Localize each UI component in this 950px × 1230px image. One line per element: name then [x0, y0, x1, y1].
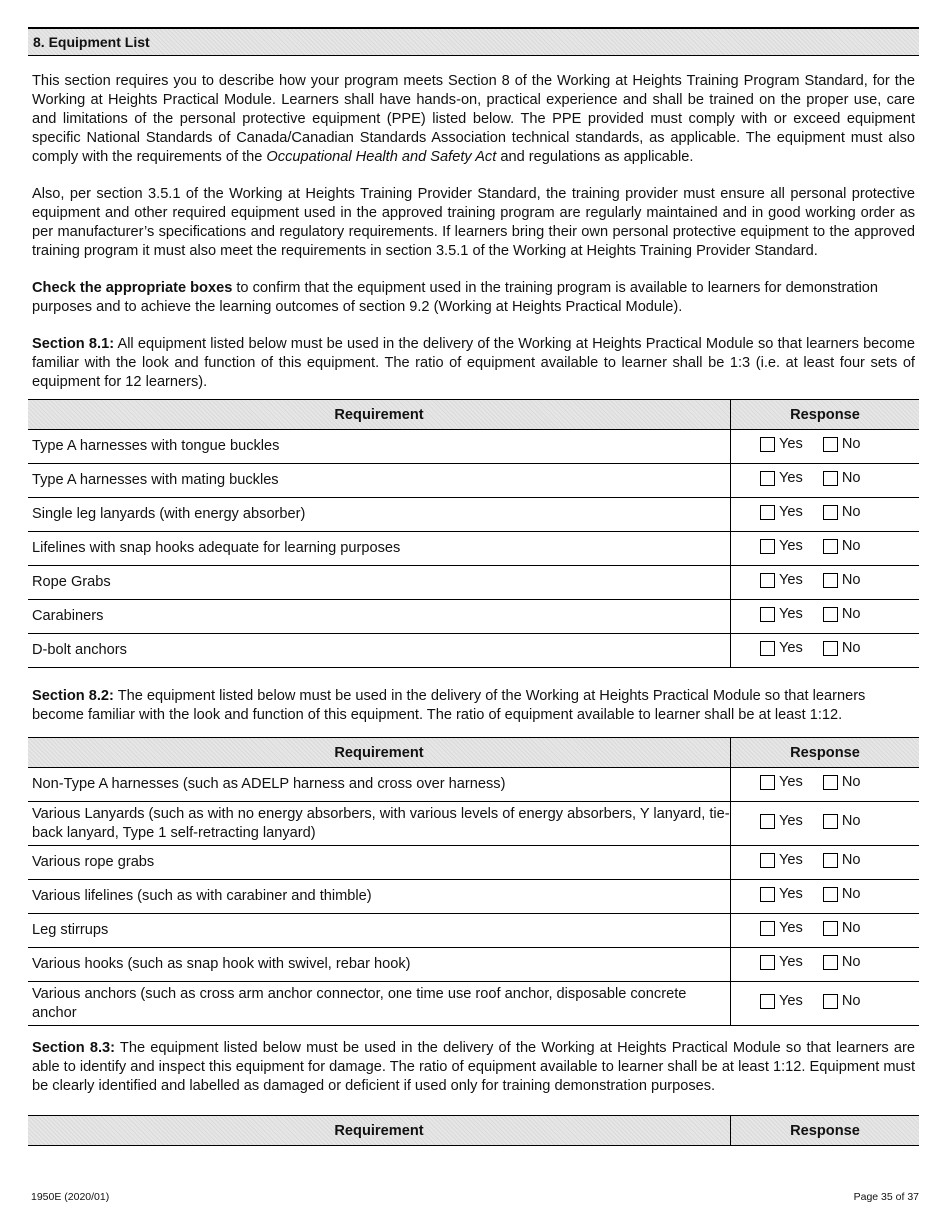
yes-label: Yes: [779, 954, 803, 970]
section-8-1-description: Section 8.1: All equipment listed below must be used in the delivery of the Working at Heights Practical Module so that learners become familiar with the look and function of this equipment. The ratio of equipment available to learner shall be 1:3 (i.e. at least four sets of equipment for 12 learners).: [32, 336, 915, 390]
no-option[interactable]: [823, 953, 861, 972]
yes-option[interactable]: [760, 435, 803, 454]
requirement-cell: Lifelines with snap hooks adequate for learning purposes: [28, 532, 731, 566]
yes-option[interactable]: [760, 885, 803, 904]
response-header: Response: [731, 400, 920, 430]
table-row: [28, 948, 919, 982]
section-8-1-rows: [28, 430, 919, 668]
requirement-cell: Various hooks (such as snap hook with swivel, rebar hook): [28, 948, 731, 982]
yes-label: Yes: [779, 640, 803, 656]
requirement-cell: Non-Type A harnesses (such as ADELP harness and cross over harness): [28, 768, 731, 802]
response-cell: [731, 948, 920, 982]
intro-paragraph-1: This section requires you to describe how your program meets Section 8 of the Working at Heights Training Program Standard, for the Working at Heights Practical Module. Learners shall have hands-on, practical experience and shall be trained on the proper use, care and limitations of the personal protective equipment (PPE) listed below. The PPE provided must comply with or exceed equipment specific National Standards of Canada/Canadian Standards Association technical standards, as applicable. The equipment must also comply with the requirements of the Occupational Health and Safety Act and regulations as applicable.: [32, 73, 915, 165]
requirement-cell: Carabiners: [28, 600, 731, 634]
no-option[interactable]: [823, 773, 861, 792]
response-cell: [731, 982, 920, 1026]
table-row: [28, 802, 919, 846]
response-cell: [731, 634, 920, 668]
no-label: No: [841, 504, 861, 520]
requirement-header: Requirement: [28, 738, 731, 768]
yes-label: Yes: [779, 436, 803, 452]
table-row: [28, 914, 919, 948]
response-cell: [731, 880, 920, 914]
yes-label: Yes: [779, 606, 803, 622]
requirement-cell: Various rope grabs: [28, 846, 731, 880]
form-page: [28, 27, 919, 1146]
table-row: [28, 498, 919, 532]
requirement-cell: Type A harnesses with mating buckles: [28, 464, 731, 498]
no-option[interactable]: [823, 537, 861, 556]
no-checkbox[interactable]: [823, 641, 838, 656]
no-checkbox[interactable]: [823, 994, 838, 1009]
no-checkbox[interactable]: [823, 573, 838, 588]
no-label: No: [841, 993, 861, 1009]
yes-checkbox[interactable]: [760, 994, 775, 1009]
section-8-2-description: Section 8.2: The equipment listed below must be used in the delivery of the Working at Heights Practical Module so that learners become familiar with the look and function of this equipment. The ratio of equipment available to learner shall be at least 1:12.: [32, 688, 866, 723]
no-checkbox[interactable]: [823, 471, 838, 486]
response-header: Response: [731, 738, 920, 768]
table-row: [28, 430, 919, 464]
no-option[interactable]: [823, 469, 861, 488]
no-option[interactable]: [823, 851, 861, 870]
yes-label: Yes: [779, 852, 803, 868]
no-option[interactable]: [823, 503, 861, 522]
no-label: No: [841, 813, 861, 829]
no-option[interactable]: [823, 605, 861, 624]
no-option[interactable]: [823, 571, 861, 590]
no-checkbox[interactable]: [823, 955, 838, 970]
yes-option[interactable]: [760, 469, 803, 488]
section-8-3-table: [28, 1115, 919, 1146]
response-cell: [731, 846, 920, 880]
yes-checkbox[interactable]: [760, 921, 775, 936]
no-label: No: [841, 538, 861, 554]
page-number: Page 35 of 37: [853, 1191, 919, 1203]
requirement-cell: Various anchors (such as cross arm anchor connector, one time use roof anchor, disposable concrete anchor: [28, 982, 731, 1026]
yes-checkbox[interactable]: [760, 641, 775, 656]
table-row: [28, 532, 919, 566]
yes-checkbox[interactable]: [760, 539, 775, 554]
response-cell: [731, 464, 920, 498]
yes-checkbox[interactable]: [760, 471, 775, 486]
response-cell: [731, 532, 920, 566]
yes-checkbox[interactable]: [760, 955, 775, 970]
no-label: No: [841, 640, 861, 656]
no-label: No: [841, 470, 861, 486]
yes-checkbox[interactable]: [760, 775, 775, 790]
response-cell: [731, 498, 920, 532]
requirement-cell: Single leg lanyards (with energy absorber): [28, 498, 731, 532]
requirement-header: Requirement: [28, 1116, 731, 1146]
no-checkbox[interactable]: [823, 887, 838, 902]
response-cell: [731, 802, 920, 846]
no-checkbox[interactable]: [823, 607, 838, 622]
no-checkbox[interactable]: [823, 505, 838, 520]
section-8-1-table: [28, 399, 919, 668]
response-cell: [731, 430, 920, 464]
no-label: No: [841, 852, 861, 868]
no-checkbox[interactable]: [823, 539, 838, 554]
table-row: [28, 880, 919, 914]
yes-label: Yes: [779, 538, 803, 554]
yes-label: Yes: [779, 920, 803, 936]
requirement-cell: Various Lanyards (such as with no energy absorbers, with various levels of energy absorbers, Y lanyard, tie-back lanyard, Type 1 self-retracting lanyard): [28, 802, 731, 846]
form-number: 1950E (2020/01): [31, 1191, 110, 1203]
no-checkbox[interactable]: [823, 814, 838, 829]
no-label: No: [841, 572, 861, 588]
yes-option[interactable]: [760, 851, 803, 870]
response-cell: [731, 600, 920, 634]
table-row: [28, 566, 919, 600]
table-row: [28, 846, 919, 880]
no-label: No: [841, 774, 861, 790]
yes-label: Yes: [779, 886, 803, 902]
yes-checkbox[interactable]: [760, 853, 775, 868]
requirement-cell: Rope Grabs: [28, 566, 731, 600]
no-option[interactable]: [823, 992, 861, 1011]
yes-option[interactable]: [760, 537, 803, 556]
yes-option[interactable]: [760, 992, 803, 1011]
no-option[interactable]: [823, 812, 861, 831]
section-8-2-table: [28, 737, 919, 1026]
no-checkbox[interactable]: [823, 921, 838, 936]
yes-checkbox[interactable]: [760, 573, 775, 588]
no-option[interactable]: [823, 435, 861, 454]
response-header: Response: [731, 1116, 920, 1146]
response-cell: [731, 768, 920, 802]
no-label: No: [841, 954, 861, 970]
yes-option[interactable]: [760, 605, 803, 624]
requirement-header: Requirement: [28, 400, 731, 430]
no-label: No: [841, 606, 861, 622]
table-row: [28, 600, 919, 634]
yes-checkbox[interactable]: [760, 607, 775, 622]
yes-checkbox[interactable]: [760, 505, 775, 520]
yes-option[interactable]: [760, 953, 803, 972]
section-8-2-rows: [28, 768, 919, 1026]
no-option[interactable]: [823, 919, 861, 938]
yes-checkbox[interactable]: [760, 814, 775, 829]
yes-label: Yes: [779, 504, 803, 520]
requirement-cell: Leg stirrups: [28, 914, 731, 948]
yes-option[interactable]: [760, 812, 803, 831]
no-option[interactable]: [823, 639, 861, 658]
table-row: [28, 464, 919, 498]
section-title: 8. Equipment List: [28, 27, 919, 56]
no-label: No: [841, 920, 861, 936]
response-cell: [731, 914, 920, 948]
intro-paragraph-2: Also, per section 3.5.1 of the Working at Heights Training Provider Standard, the training provider must ensure all personal protective equipment and other required equipment used in the approved training program are regularly maintained and in good working order as per manufacturer’s specifications and regulatory requirements. If learners bring their own personal protective equipment to the approved training program it must also meet the requirements in section 3.5.1 of the Working at Heights Training Provider Standard.: [32, 186, 915, 259]
no-label: No: [841, 436, 861, 452]
table-row: [28, 982, 919, 1026]
no-checkbox[interactable]: [823, 775, 838, 790]
yes-checkbox[interactable]: [760, 437, 775, 452]
section-8-3-description: Section 8.3: The equipment listed below must be used in the delivery of the Working at Heights Practical Module so that learners are able to identify and inspect this equipment for damage. The ratio of equipment available to learner shall be at least 1:12. Equipment must be clearly identified and labelled as damaged or deficient if used only for training demonstration purposes.: [32, 1040, 915, 1094]
response-cell: [731, 566, 920, 600]
yes-label: Yes: [779, 470, 803, 486]
table-row: [28, 768, 919, 802]
yes-option[interactable]: [760, 919, 803, 938]
no-option[interactable]: [823, 885, 861, 904]
no-label: No: [841, 886, 861, 902]
yes-label: Yes: [779, 572, 803, 588]
yes-option[interactable]: [760, 503, 803, 522]
yes-option[interactable]: [760, 571, 803, 590]
table-row: [28, 634, 919, 668]
yes-label: Yes: [779, 813, 803, 829]
no-checkbox[interactable]: [823, 853, 838, 868]
requirement-cell: Type A harnesses with tongue buckles: [28, 430, 731, 464]
requirement-cell: D-bolt anchors: [28, 634, 731, 668]
yes-option[interactable]: [760, 773, 803, 792]
yes-option[interactable]: [760, 639, 803, 658]
intro-paragraph-3: Check the appropriate boxes to confirm that the equipment used in the training program is available to learners for demonstration purposes and to achieve the learning outcomes of section 9.2 (Working at Heights Practical Module).: [32, 280, 879, 315]
no-checkbox[interactable]: [823, 437, 838, 452]
yes-label: Yes: [779, 993, 803, 1009]
requirement-cell: Various lifelines (such as with carabiner and thimble): [28, 880, 731, 914]
yes-checkbox[interactable]: [760, 887, 775, 902]
yes-label: Yes: [779, 774, 803, 790]
